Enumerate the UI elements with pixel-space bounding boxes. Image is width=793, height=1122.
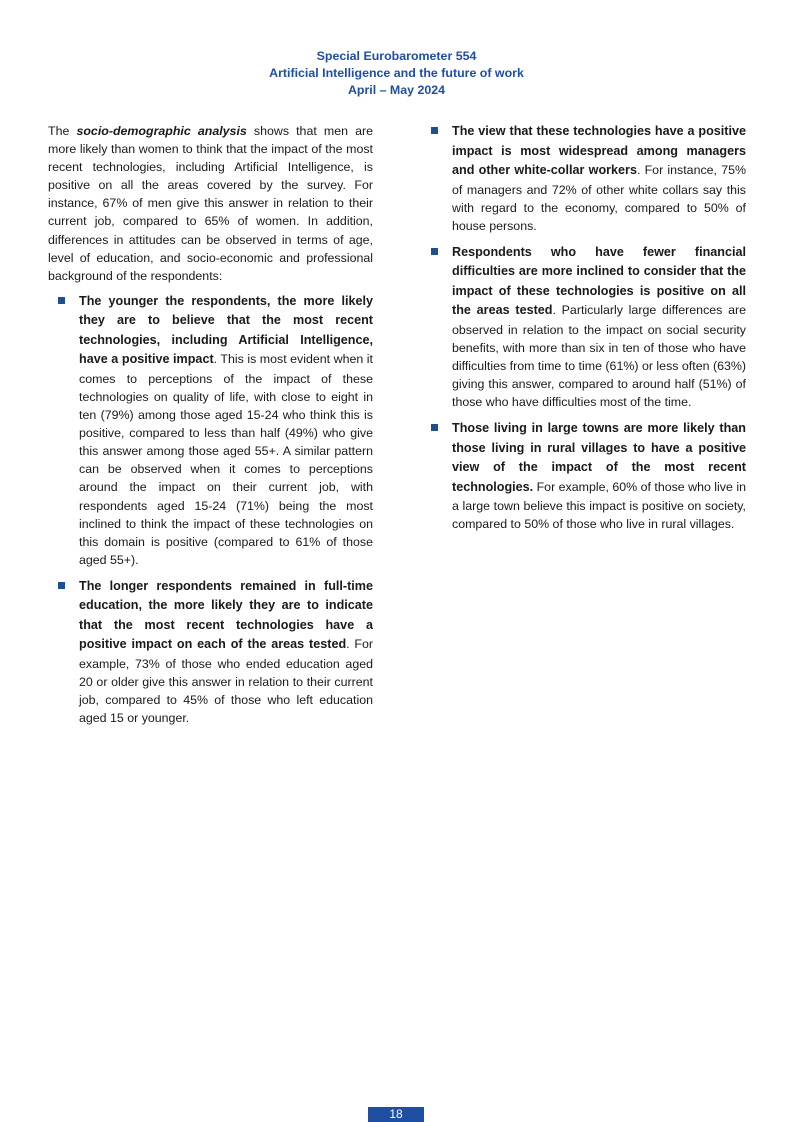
report-subject-title: Artificial Intelligence and the future of work bbox=[269, 66, 524, 80]
list-item bbox=[430, 122, 746, 235]
bullet-list-left bbox=[48, 292, 373, 727]
page-number: 18 bbox=[368, 1107, 424, 1122]
report-date: April – May 2024 bbox=[347, 83, 446, 97]
intro-paragraph bbox=[48, 122, 373, 285]
square-bullet-icon bbox=[58, 297, 65, 304]
page-header bbox=[0, 48, 793, 99]
bullet-list-right bbox=[430, 122, 746, 533]
bullet-lead: The younger the respondents, the more likely they are to believe that the most recent technologies, including Artificial Intelligence, have a positive impact bbox=[79, 293, 373, 367]
left-column bbox=[48, 122, 373, 735]
report-series-title: Special Eurobarometer 554 bbox=[316, 49, 477, 63]
bullet-lead: The longer respondents remained in full-time education, the more likely they are to indicate that the most recent technologies have a positive impact on each of the areas tested bbox=[79, 578, 373, 652]
bullet-lead: Respondents who have fewer financial difficulties are more inclined to consider that the impact of these technologies is positive on all the areas tested bbox=[452, 244, 746, 318]
bullet-text: For example, 60% of those who live in a large town believe this impact is positive on society, compared to 50% of those who live in rural villages. bbox=[452, 479, 746, 532]
intro-emphasis: socio-demographic analysis bbox=[76, 124, 247, 138]
intro-prefix: The bbox=[48, 124, 77, 138]
list-item bbox=[430, 419, 746, 533]
bullet-text: . For example, 73% of those who ended education aged 20 or older give this answer in relation to their current job, compared to 45% of those who left education aged 15 or younger. bbox=[79, 637, 373, 726]
list-item bbox=[48, 577, 373, 727]
square-bullet-icon bbox=[431, 424, 438, 431]
list-item bbox=[48, 292, 373, 569]
bullet-lead: The view that these technologies have a positive impact is most widespread among managers and other white-collar workers bbox=[452, 124, 746, 177]
bullet-text: . For instance, 75% of managers and 72% of other white collars say this with regard to the economy, compared to 50% of house persons. bbox=[452, 163, 746, 233]
square-bullet-icon bbox=[431, 127, 438, 134]
list-item bbox=[430, 243, 746, 411]
square-bullet-icon bbox=[431, 248, 438, 255]
square-bullet-icon bbox=[58, 582, 65, 589]
bullet-text: . Particularly large differences are observed in relation to the impact on social security benefits, with more than six in ten of those who have difficulties from time to time (61%) or less often (63%) giving this answer, compared to around half (51%) of those who have difficulties most of the time. bbox=[452, 303, 746, 410]
right-column bbox=[430, 122, 746, 541]
bullet-text: . This is most evident when it comes to perceptions of the impact of these technologies on quality of life, with close to eight in ten (79%) among those aged 15-24 who think this is positive, compared to less than half (49%) who give this answer among those aged 55+. A similar pattern can be observed when it comes to perceptions around the impact on their current job, with respondents aged 15-24 (71%) being the most inclined to think the impact of these technologies on this domain is positive (compared to 61% of those aged 55+). bbox=[79, 352, 373, 567]
intro-text: shows that men are more likely than women to think that the impact of the most recent technologies, including Artificial Intelligence, is positive on all the areas covered by the survey. For instance, 67% of men give this answer in relation to their current job, compared to 65% of women. In addition, differences in attitudes can be observed in terms of age, level of education, and socio-economic and professional background of the respondents: bbox=[48, 124, 374, 283]
bullet-lead: Those living in large towns are more likely than those living in rural villages to have a positive view of the impact of the most recent technologies. bbox=[452, 421, 746, 494]
